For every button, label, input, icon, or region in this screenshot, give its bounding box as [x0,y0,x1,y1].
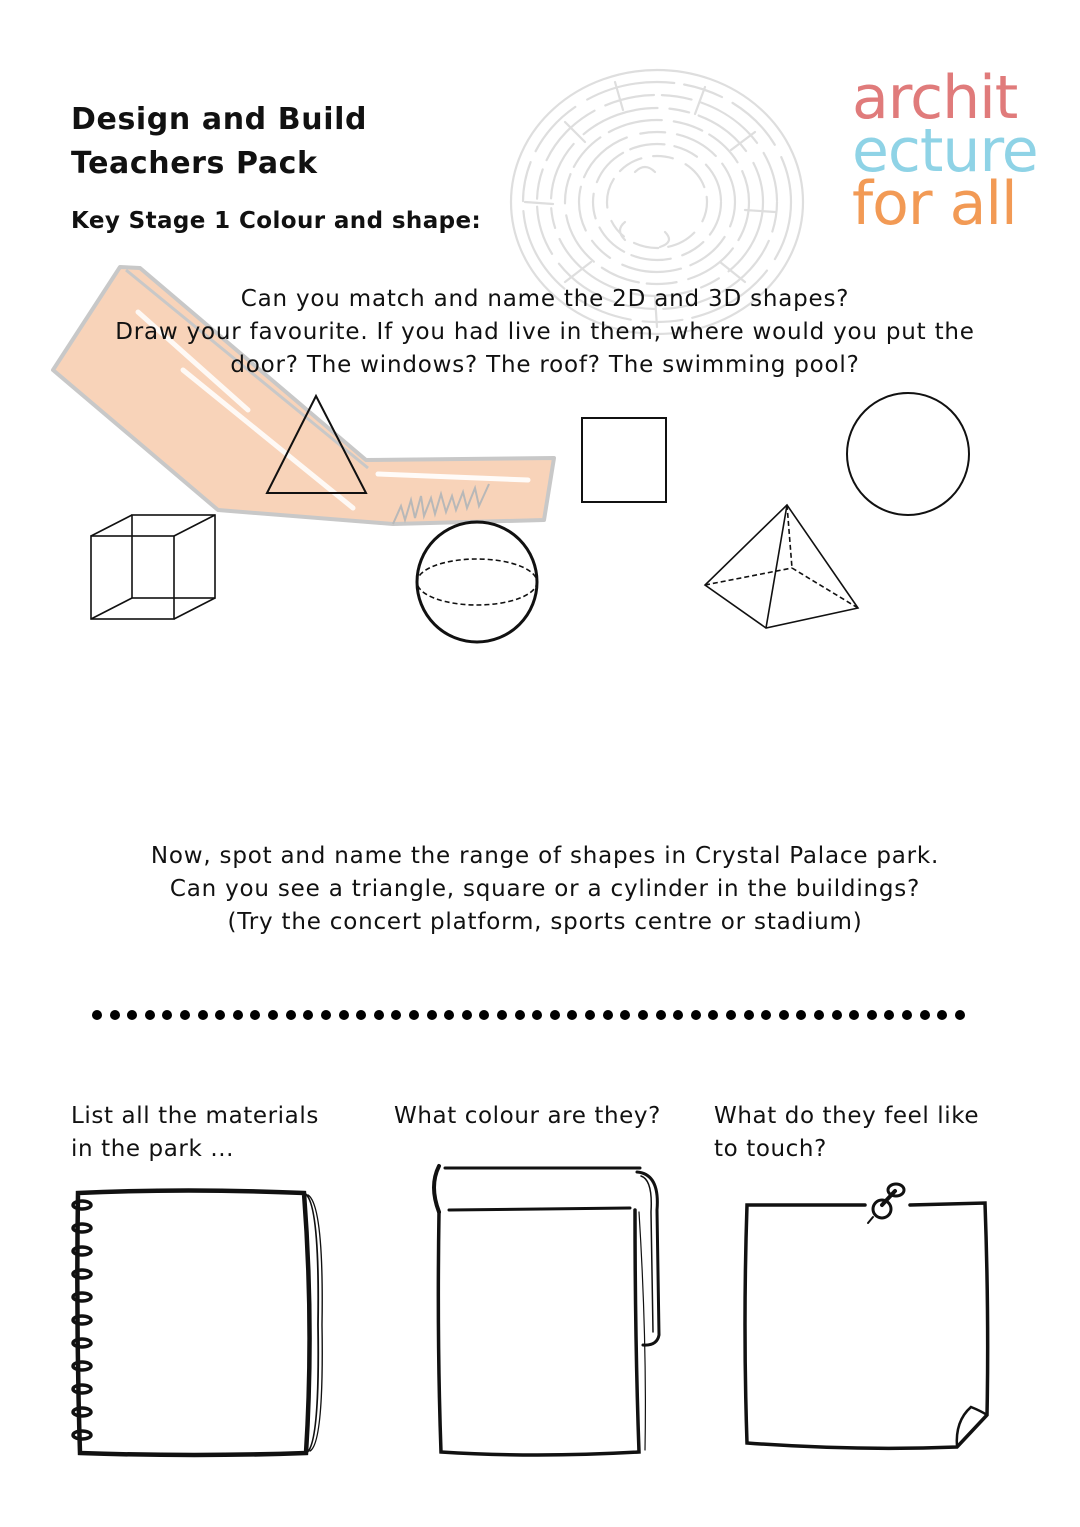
shapes-instructions [60,283,1030,382]
divider-dot [427,1010,437,1020]
divider-dot [638,1010,648,1020]
divider-dot [761,1010,771,1020]
divider-dot [162,1010,172,1020]
triangle-icon [262,393,372,497]
park-line: (Try the concert platform, sports centre or stadium) [227,909,863,935]
architecture-for-all-logo [852,63,1038,239]
divider-dot [744,1010,754,1020]
colour-prompt [394,1100,714,1133]
divider-dot [902,1010,912,1020]
logo-line-1: archit [852,63,1018,133]
divider-dot [374,1010,384,1020]
park-instructions [60,840,1030,939]
divider-dot [567,1010,577,1020]
divider-dot [145,1010,155,1020]
square-icon [580,416,670,506]
spiral-notebook-icon [66,1185,326,1465]
divider-dot [479,1010,489,1020]
divider-dot [620,1010,630,1020]
divider-dot [339,1010,349,1020]
prompt-line: to touch? [714,1136,827,1162]
logo-line-2: ecture [852,116,1038,186]
divider-dot [532,1010,542,1020]
divider-dot [673,1010,683,1020]
circle-icon [843,390,973,518]
divider-dot [920,1010,930,1020]
divider-dot [585,1010,595,1020]
dotted-divider [92,1010,972,1024]
materials-prompt [71,1100,371,1166]
prompt-line: in the park ... [71,1136,235,1162]
pinned-note-icon [735,1175,995,1465]
prompt-line: List all the materials [71,1103,319,1129]
logo-line-3: for all [852,169,1017,239]
divider-dot [515,1010,525,1020]
divider-dot [198,1010,208,1020]
divider-dot [444,1010,454,1020]
park-line: Can you see a triangle, square or a cylinder in the buildings? [169,876,921,902]
prompt-line: What do they feel like [714,1103,980,1129]
instruction-line: door? The windows? The roof? The swimming pool? [230,352,860,378]
divider-dot [356,1010,366,1020]
divider-dot [849,1010,859,1020]
notepad-icon [425,1160,670,1465]
divider-dot [814,1010,824,1020]
divider-dot [233,1010,243,1020]
divider-dot [691,1010,701,1020]
divider-dot [250,1010,260,1020]
divider-dot [656,1010,666,1020]
divider-dot [215,1010,225,1020]
divider-dot [867,1010,877,1020]
title-line-2: Teachers Pack [71,146,318,181]
divider-dot [832,1010,842,1020]
divider-dot [955,1010,965,1020]
divider-dot [110,1010,120,1020]
divider-dot [321,1010,331,1020]
divider-dot [550,1010,560,1020]
instruction-line: Can you match and name the 2D and 3D shapes? [240,286,850,312]
divider-dot [603,1010,613,1020]
divider-dot [180,1010,190,1020]
divider-dot [726,1010,736,1020]
divider-dot [127,1010,137,1020]
divider-dot [708,1010,718,1020]
park-line: Now, spot and name the range of shapes in Crystal Palace park. [150,843,940,869]
square-pyramid-icon [700,500,865,635]
divider-dot [462,1010,472,1020]
sphere-icon [413,518,543,648]
divider-dot [286,1010,296,1020]
divider-dot [303,1010,313,1020]
divider-dot [92,1010,102,1020]
divider-dot [497,1010,507,1020]
divider-dot [409,1010,419,1020]
divider-dot [884,1010,894,1020]
divider-dot [937,1010,947,1020]
divider-dot [268,1010,278,1020]
page-title [71,98,367,186]
instruction-line: Draw your favourite. If you had live in them, where would you put the [115,319,975,345]
divider-dot [391,1010,401,1020]
cube-icon [88,512,220,624]
touch-prompt [714,1100,1034,1166]
divider-dot [796,1010,806,1020]
title-line-1: Design and Build [71,102,368,137]
section-subtitle: Key Stage 1 Colour and shape: [71,208,482,234]
prompt-line: What colour are they? [394,1103,661,1129]
divider-dot [779,1010,789,1020]
